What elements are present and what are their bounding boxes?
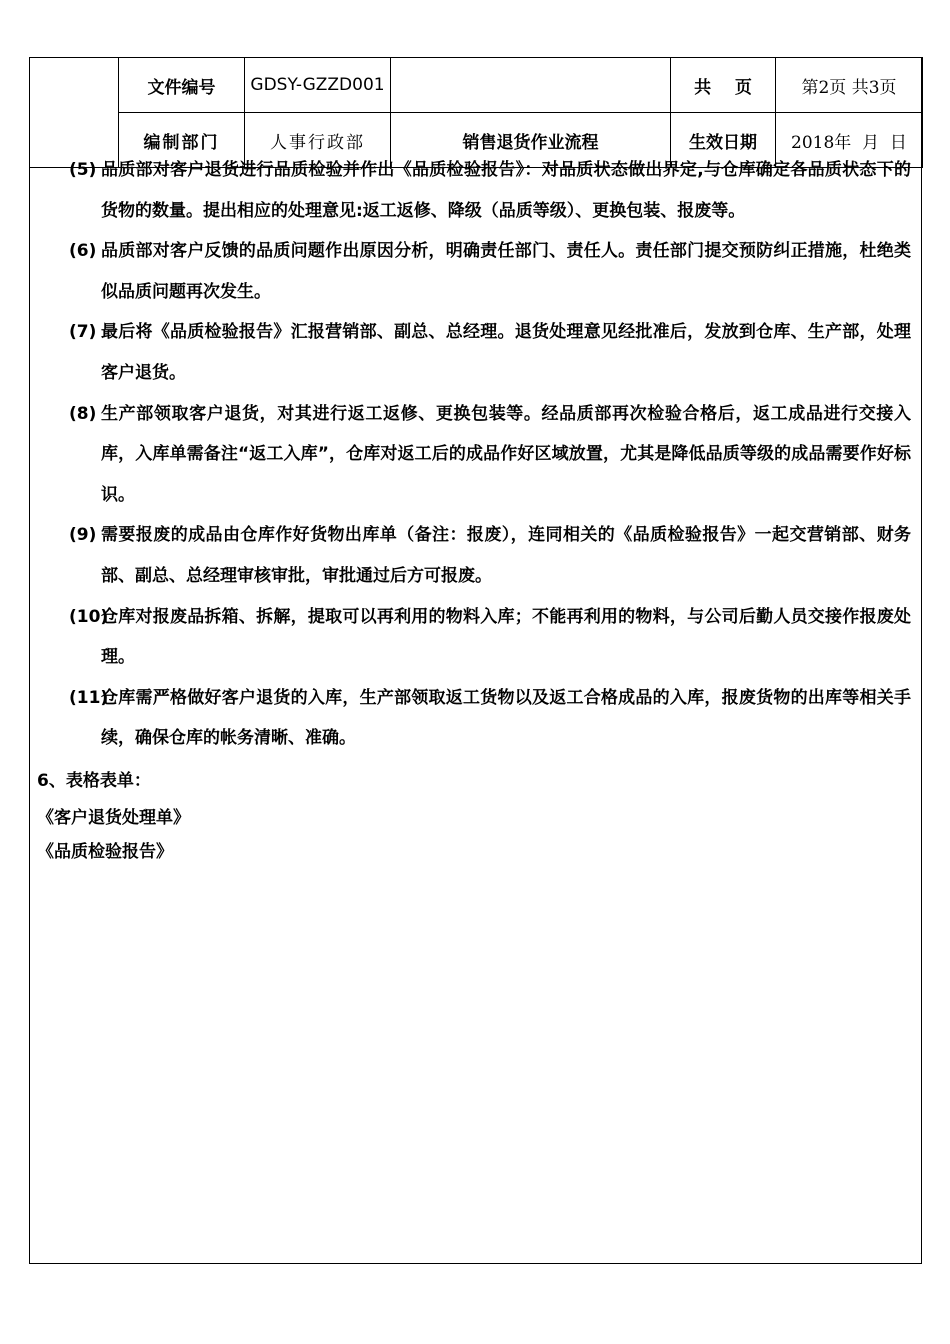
department-label: 编制部门 xyxy=(119,113,245,168)
total-pages-label: 共 页 xyxy=(671,58,776,113)
list-item xyxy=(37,597,917,678)
file-number-value: GDSY-GZZD001 xyxy=(245,58,391,113)
item-text: 品质部对客户反馈的品质问题作出原因分析，明确责任部门、责任人。责任部门提交预防纠正措施，杜绝类似品质问题再次发生。 xyxy=(101,241,911,302)
item-text: 生产部领取客户退货，对其进行返工返修、更换包装等。经品质部再次检验合格后，返工成品进行交接入库，入库单需备注“返工入库”，仓库对返工后的成品作好区域放置，尤其是降低品质等级的成品需要作好标识。 xyxy=(101,403,911,505)
list-item xyxy=(37,394,917,516)
document-body xyxy=(37,150,917,869)
form-name: 《品质检验报告》 xyxy=(37,841,173,862)
item-number: (6) xyxy=(69,241,97,262)
item-text: 品质部对客户退货进行品质检验并作出《品质检验报告》：对品质状态做出界定,与仓库确定各品质状态下的货物的数量。提出相应的处理意见:返工返修、降级（品质等级）、更换包装、报废等。 xyxy=(101,160,911,221)
item-number: (8) xyxy=(69,403,97,424)
item-number: (11) xyxy=(69,687,109,708)
item-number: (10) xyxy=(69,606,109,627)
item-text: 最后将《品质检验报告》汇报营销部、副总、总经理。退货处理意见经批准后，发放到仓库、生产部，处理客户退货。 xyxy=(101,322,911,383)
effective-date-value: 2018年 月 日 xyxy=(776,113,923,168)
form-name: 《客户退货处理单》 xyxy=(37,807,190,828)
item-text: 需要报废的成品由仓库作好货物出库单（备注：报废），连同相关的《品质检验报告》一起交营销部、财务部、副总、总经理审核审批，审批通过后方可报废。 xyxy=(101,525,911,586)
document-title: 销售退货作业流程 xyxy=(391,113,671,168)
item-number: (9) xyxy=(69,525,97,546)
list-item xyxy=(37,515,917,596)
list-item xyxy=(37,150,917,231)
department-value: 人事行政部 xyxy=(245,113,391,168)
item-text: 仓库需严格做好客户退货的入库，生产部领取返工货物以及返工合格成品的入库，报废货物的出库等相关手续，确保仓库的帐务清晰、准确。 xyxy=(101,687,911,749)
blank-cell xyxy=(391,58,671,113)
item-number: (7) xyxy=(69,322,97,343)
page-info: 第2页 共3页 xyxy=(776,58,923,113)
list-item xyxy=(37,231,917,312)
item-number: (5) xyxy=(69,160,97,180)
effective-date-label: 生效日期 xyxy=(671,113,776,168)
list-item xyxy=(37,678,917,759)
list-item xyxy=(37,312,917,393)
file-number-label: 文件编号 xyxy=(119,58,245,113)
section-heading: 6、表格表单： xyxy=(37,770,151,791)
item-text: 仓库对报废品拆箱、拆解，提取可以再利用的物料入库；不能再利用的物料，与公司后勤人员交接作报废处理。 xyxy=(101,606,911,668)
